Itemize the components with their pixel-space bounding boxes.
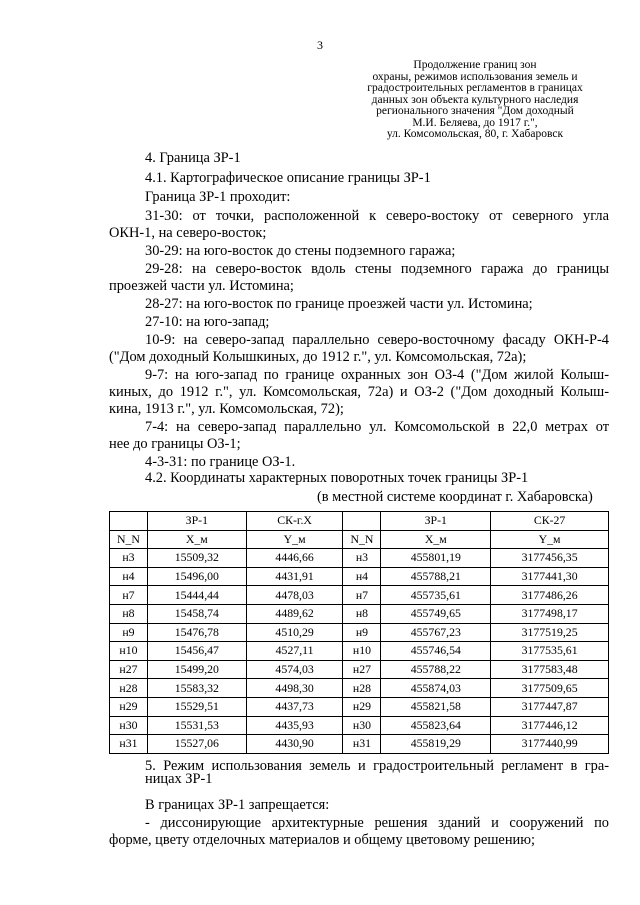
table-row xyxy=(110,679,609,698)
boundary-item: 10-9: на северо-запад параллельно северо-восточному фасаду ОКН-Р-4 xyxy=(145,332,609,348)
boundary-passes-label: Граница ЗР-1 проходит: xyxy=(145,189,291,205)
table-cell: 455819,29 xyxy=(381,735,491,754)
table-cell: 3177441,30 xyxy=(491,567,609,586)
table-cell: 4489,62 xyxy=(246,604,343,623)
boundary-item-cont: ОКН-1, на северо-восток; xyxy=(109,225,267,241)
header-cell: СК-27 xyxy=(491,512,609,531)
table-cell: 4431,91 xyxy=(246,567,343,586)
table-cell: н4 xyxy=(110,567,148,586)
boundary-item: 30-29: на юго-восток до стены подземного гаража; xyxy=(145,243,456,259)
header-cell xyxy=(343,512,381,531)
header-line: ул. Комсомольская, 80, г. Хабаровск xyxy=(386,128,564,140)
document-header xyxy=(350,60,600,141)
table-cell: 3177447,87 xyxy=(491,697,609,716)
section-5-title: 5. Режим использования земель и градостроительный регламент в гра- xyxy=(145,758,609,774)
table-cell: н7 xyxy=(110,586,148,605)
table-cell: 4478,03 xyxy=(246,586,343,605)
table-cell: 3177535,61 xyxy=(491,642,609,661)
table-cell: 3177519,25 xyxy=(491,623,609,642)
header-cell: ЗР-1 xyxy=(381,512,491,531)
table-cell: 15509,32 xyxy=(147,549,246,568)
table-cell: н30 xyxy=(343,716,381,735)
table-row xyxy=(110,586,609,605)
header-line: Продолжение границ зон xyxy=(413,59,537,71)
boundary-item: 27-10: на юго-запад; xyxy=(145,314,270,330)
table-cell: 15529,51 xyxy=(147,697,246,716)
table-cell: 15444,44 xyxy=(147,586,246,605)
header-cell: ЗР-1 xyxy=(147,512,246,531)
header-line: данных зон объекта культурного наследия xyxy=(371,93,579,106)
table-cell: н10 xyxy=(110,642,148,661)
table-cell: 3177583,48 xyxy=(491,660,609,679)
table-cell: 455788,22 xyxy=(381,660,491,679)
header-line: М.И. Беляева, до 1917 г.", xyxy=(412,116,538,129)
forbidden-label: В границах ЗР-1 запрещается: xyxy=(145,797,330,813)
section-4-1-title: 4.1. Картографическое описание границы ЗР-1 xyxy=(145,170,431,186)
table-cell: н28 xyxy=(110,679,148,698)
table-cell: н3 xyxy=(343,549,381,568)
table-cell: 15531,53 xyxy=(147,716,246,735)
table-row xyxy=(110,716,609,735)
section-5-title-cont: ницах ЗР-1 xyxy=(145,771,213,787)
boundary-item-cont: киных, до 1912 г.", ул. Комсомольская, 72а) и ОЗ-2 ("Дом доходный Колыш- xyxy=(109,384,609,400)
table-caption: (в местной системе координат г. Хабаровска) xyxy=(317,489,593,505)
table-cell: 3177486,26 xyxy=(491,586,609,605)
table-cell: 455788,21 xyxy=(381,567,491,586)
table-row xyxy=(110,549,609,568)
header-cell: N_N xyxy=(110,530,148,549)
table-cell: н28 xyxy=(343,679,381,698)
header-cell: Y_м xyxy=(246,530,343,549)
table-cell: 3177509,65 xyxy=(491,679,609,698)
boundary-item-cont: нее до границы ОЗ-1; xyxy=(109,436,241,452)
table-cell: 455823,64 xyxy=(381,716,491,735)
boundary-item: 31-30: от точки, расположенной к северо-востоку от северного угла xyxy=(145,208,609,224)
page-number: 3 xyxy=(317,38,323,52)
table-cell: н10 xyxy=(343,642,381,661)
table-cell: 4435,93 xyxy=(246,716,343,735)
section-4-2-title: 4.2. Координаты характерных поворотных точек границы ЗР-1 xyxy=(145,470,529,486)
table-cell: 15458,74 xyxy=(147,604,246,623)
table-cell: 455735,61 xyxy=(381,586,491,605)
table-cell: н8 xyxy=(343,604,381,623)
table-row xyxy=(110,604,609,623)
table-cell: 3177446,12 xyxy=(491,716,609,735)
table-row xyxy=(110,697,609,716)
table-cell: н4 xyxy=(343,567,381,586)
table-row xyxy=(110,735,609,754)
table-row xyxy=(110,642,609,661)
table-cell: 455821,58 xyxy=(381,697,491,716)
forbidden-item-cont: форме, цвету отделочных материалов и общему цветовому решению; xyxy=(109,832,535,848)
coordinates-table xyxy=(109,511,609,754)
boundary-item-cont: кина, 1913 г.", ул. Комсомольская, 72); xyxy=(109,401,344,417)
table-cell: 3177456,35 xyxy=(491,549,609,568)
table-cell: 4437,73 xyxy=(246,697,343,716)
table-cell: 455749,65 xyxy=(381,604,491,623)
boundary-item: 7-4: на северо-запад параллельно ул. Комсомольской в 22,0 метрах от xyxy=(145,419,609,435)
table-cell: 3177498,17 xyxy=(491,604,609,623)
table-cell: 4498,30 xyxy=(246,679,343,698)
header-cell xyxy=(110,512,148,531)
table-cell: н7 xyxy=(343,586,381,605)
table-cell: 3177440,99 xyxy=(491,735,609,754)
table-row xyxy=(110,623,609,642)
table-header-row xyxy=(110,512,609,531)
table-cell: н30 xyxy=(110,716,148,735)
table-header-row xyxy=(110,530,609,549)
table-cell: 4527,11 xyxy=(246,642,343,661)
header-line: регионального значения "Дом доходный xyxy=(376,105,574,117)
table-cell: н29 xyxy=(343,697,381,716)
table-cell: 455801,19 xyxy=(381,549,491,568)
table-cell: 15527,06 xyxy=(147,735,246,754)
boundary-item: 9-7: на юго-запад по границе охранных зон ОЗ-4 ("Дом жилой Колыш- xyxy=(145,367,609,383)
table-cell: н29 xyxy=(110,697,148,716)
table-cell: 4574,03 xyxy=(246,660,343,679)
table-cell: 4446,66 xyxy=(246,549,343,568)
table-cell: н3 xyxy=(110,549,148,568)
table-cell: н31 xyxy=(110,735,148,754)
boundary-item: 4-3-31: по границе ОЗ-1. xyxy=(145,454,296,470)
header-line: градостроительных регламентов в границах xyxy=(367,82,583,94)
header-cell: N_N xyxy=(343,530,381,549)
header-cell: СК-г.Х xyxy=(246,512,343,531)
table-cell: 15476,78 xyxy=(147,623,246,642)
table-cell: 15499,20 xyxy=(147,660,246,679)
table-row xyxy=(110,660,609,679)
header-cell: X_м xyxy=(381,530,491,549)
header-line: охраны, режимов использования земель и xyxy=(372,70,578,83)
boundary-item-cont: ("Дом доходный Колышкиных, до 1912 г.", ул. Комсомольская, 72а); xyxy=(109,349,527,365)
table-cell: н8 xyxy=(110,604,148,623)
table-cell: н27 xyxy=(110,660,148,679)
boundary-item: 29-28: на северо-восток вдоль стены подземного гаража до границы xyxy=(145,261,609,277)
table-cell: 15496,00 xyxy=(147,567,246,586)
table-cell: 15583,32 xyxy=(147,679,246,698)
section-4-title: 4. Граница ЗР-1 xyxy=(145,150,241,166)
table-cell: 455746,54 xyxy=(381,642,491,661)
table-cell: 4430,90 xyxy=(246,735,343,754)
header-cell: X_м xyxy=(147,530,246,549)
table-cell: н31 xyxy=(343,735,381,754)
boundary-item-cont: проезжей части ул. Истомина; xyxy=(109,278,294,294)
table-cell: н9 xyxy=(110,623,148,642)
table-cell: 455874,03 xyxy=(381,679,491,698)
forbidden-item: - диссонирующие архитектурные решения зданий и сооружений по xyxy=(145,815,609,831)
table-cell: н27 xyxy=(343,660,381,679)
table-cell: 455767,23 xyxy=(381,623,491,642)
table-cell: 4510,29 xyxy=(246,623,343,642)
header-cell: Y_м xyxy=(491,530,609,549)
table-cell: 15456,47 xyxy=(147,642,246,661)
table-cell: н9 xyxy=(343,623,381,642)
table-row xyxy=(110,567,609,586)
boundary-item: 28-27: на юго-восток по границе проезжей части ул. Истомина; xyxy=(145,296,533,312)
